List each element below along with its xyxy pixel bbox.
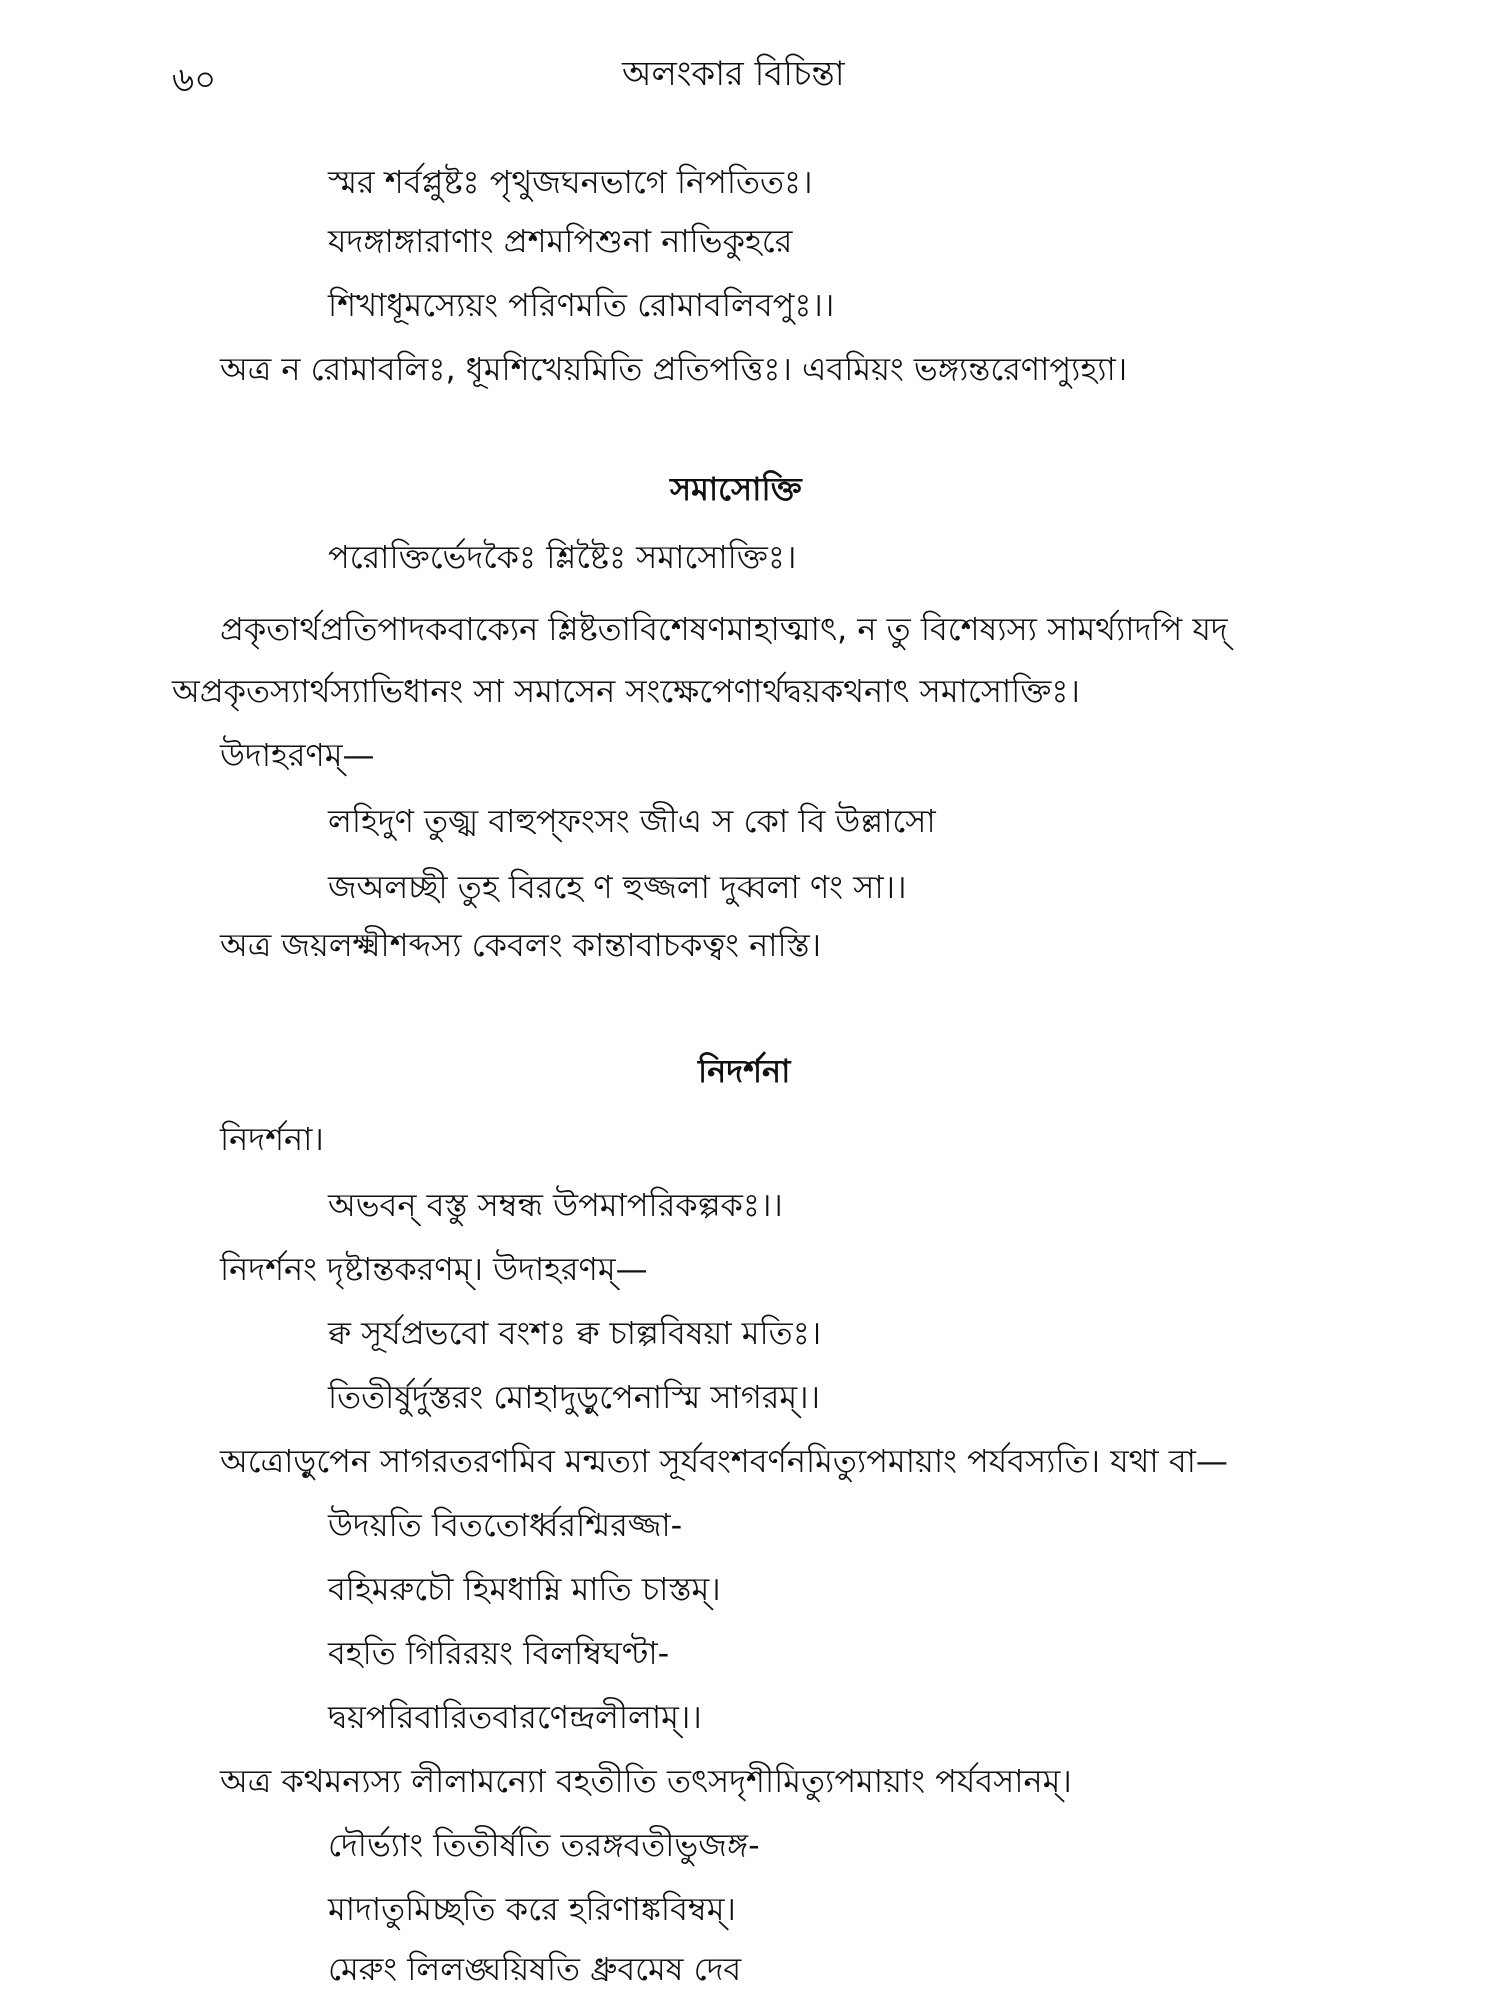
- verse-line: স্মর শর্বপ্লুষ্টঃ পৃথুজঘনভাগে নিপতিতঃ।: [328, 163, 813, 201]
- verse-line: লহিদুণ তুজ্ঝ বাহুপ্‌ফংসং জীএ স কো বি উল্লাসো: [328, 802, 936, 840]
- verse-line: উদয়তি বিততোর্ধ্বরশ্মিরজ্জা-: [328, 1506, 683, 1544]
- section-heading: সমাসোক্তি: [670, 470, 802, 508]
- example-label: উদাহরণম্—: [220, 736, 375, 774]
- prose-line: অপ্রকৃতস্যার্থস্যাভিধানং সা সমাসেন সংক্ষেপেণার্থদ্বয়কথনাৎ সমাসোক্তিঃ।: [172, 672, 1080, 710]
- verse-line: শিখাধূমস্যেয়ং পরিণমতি রোমাবলিবপুঃ।।: [328, 286, 835, 324]
- page-number: ৬০: [172, 60, 217, 100]
- prose-line: অত্রোড়ুপেন সাগরতরণমিব মন্মত্যা সূর্যবংশবর্ণনমিত্যুপমায়াং পর্যবস্যতি। যথা বা—: [220, 1442, 1228, 1480]
- verse-line: দৌর্ভ্যাং তিতীর্ষতি তরঙ্গবতীভুজঙ্গ-: [328, 1826, 760, 1864]
- verse-line: দ্বয়পরিবারিতবারণেন্দ্রলীলাম্।।: [328, 1698, 702, 1736]
- verse-line: বহতি গিরিরয়ং বিলম্বিঘণ্টা-: [328, 1634, 670, 1672]
- running-head: অলংকার বিচিন্তা: [622, 54, 845, 94]
- verse-line: মেরুং লিলঙ্ঘয়িষতি ধ্রুবমেষ দেব: [328, 1950, 742, 1988]
- prose-line: প্রকৃতার্থপ্রতিপাদকবাক্যেন শ্লিষ্টতাবিশেষণমাহাত্মাৎ, ন তু বিশেষ্যস্য সামর্থ্যাদপি যদ্: [220, 610, 1228, 648]
- verse-line: জঅলচ্ছী তুহ বিরহে ণ হুজ্জলা দুব্বলা ণং সা।।: [328, 868, 907, 906]
- verse-line: তিতীর্ষুর্দুস্তরং মোহাদুড়ুপেনাস্মি সাগরম্।।: [328, 1378, 821, 1416]
- sutra-line: অভবন্ বস্তু সম্বন্ধ উপমাপরিকল্পকঃ।।: [328, 1186, 783, 1224]
- verse-line: বহিমরুচৌ হিমধাম্নি মাতি চাস্তম্।: [328, 1570, 721, 1608]
- verse-line: যদঙ্গাঙ্গারাণাং প্রশমপিশুনা নাভিকুহরে: [328, 222, 793, 260]
- sutra-line: পরোক্তির্ভেদকৈঃ শ্লিষ্টৈঃ সমাসোক্তিঃ।: [328, 538, 797, 576]
- prose-line: নিদর্শনা।: [220, 1120, 324, 1158]
- prose-line: অত্র ন রোমাবলিঃ, ধূমশিখেয়মিতি প্রতিপত্তিঃ। এবমিয়ং ভঙ্গ্যন্তরেণাপ্যুহ্যা।: [220, 350, 1128, 388]
- prose-line: নিদর্শনং দৃষ্টান্তকরণম্। উদাহরণম্—: [220, 1250, 648, 1288]
- prose-line: অত্র জয়লক্ষ্মীশব্দস্য কেবলং কান্তাবাচকত্বং নাস্তি।: [220, 926, 822, 964]
- section-heading: নিদর্শনা: [698, 1052, 791, 1090]
- verse-line: ক্ব সূর্যপ্রভবো বংশঃ ক্ব চাল্পবিষয়া মতিঃ।: [328, 1314, 822, 1352]
- verse-line: মাদাতুমিচ্ছতি করে হরিণাঙ্কবিম্বম্।: [328, 1890, 736, 1928]
- prose-line: অত্র কথমন্যস্য লীলামন্যো বহতীতি তৎসদৃশীমিত্যুপমায়াং পর্যবসানম্।: [220, 1762, 1072, 1800]
